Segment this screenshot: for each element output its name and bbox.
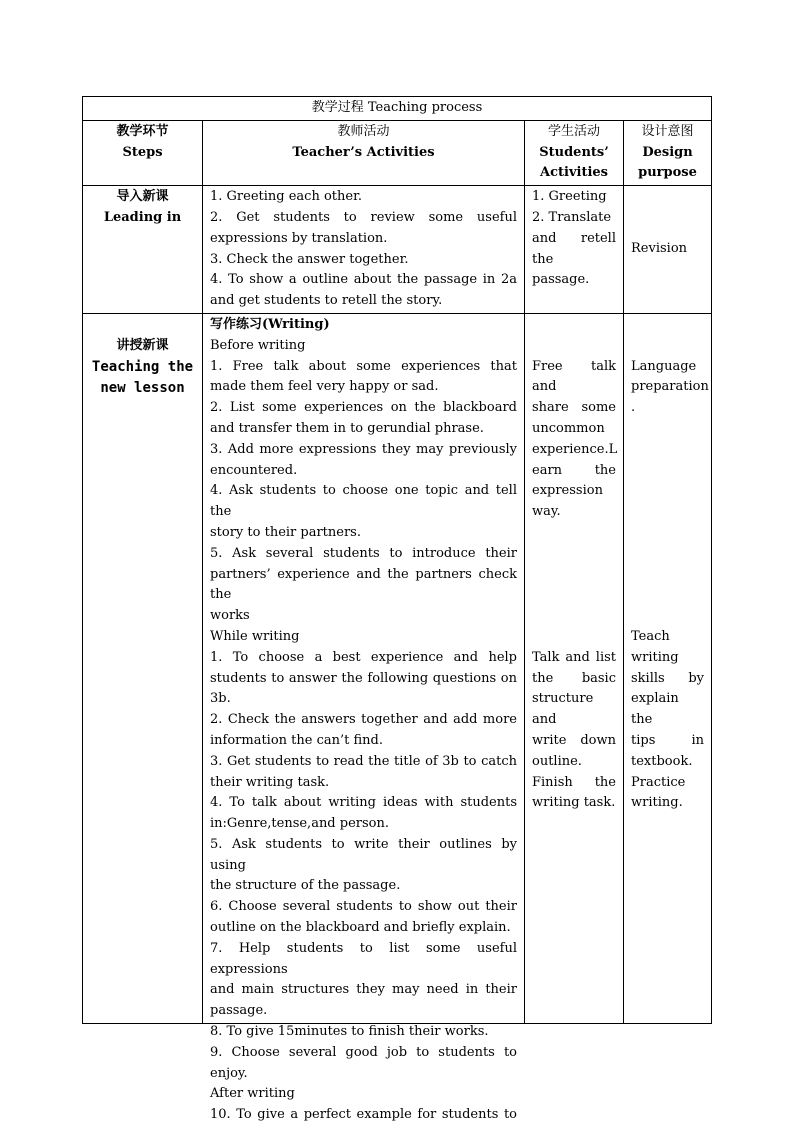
design-purpose: Revision	[624, 186, 712, 314]
student-line: expression	[532, 483, 603, 499]
student-line: write down	[532, 732, 616, 748]
header-steps	[83, 120, 203, 185]
header-teacher	[203, 120, 525, 185]
teacher-line: 2. Check the answers together and add more	[210, 712, 517, 728]
student-line: Talk and list	[532, 649, 616, 665]
teacher-line: 5. Ask several students to introduce their	[210, 545, 517, 561]
student-line: writing task.	[532, 795, 616, 811]
teacher-line: made them feel very happy or sad.	[210, 379, 439, 395]
header-design-cn: 设计意图	[641, 123, 694, 139]
teacher-line: After writing	[210, 1086, 295, 1102]
step-en: Leading in	[103, 209, 182, 225]
header-students-en2: Activities	[540, 165, 608, 181]
design-line: Language	[631, 358, 697, 374]
table-row	[83, 186, 712, 314]
step-cn: 讲授新课	[116, 337, 169, 353]
header-row	[83, 120, 712, 185]
teacher-line: 9. Choose several good job to students to enjoy.	[210, 1044, 517, 1081]
student-line: experience.L	[532, 441, 618, 457]
student-line: way.	[532, 504, 561, 520]
teaching-process-table	[82, 96, 712, 1123]
teacher-line: 2. List some experiences on the blackboard	[210, 400, 517, 416]
teacher-line: their writing task.	[210, 774, 330, 790]
table-title-row	[83, 97, 712, 121]
teacher-activities	[203, 313, 525, 1123]
student-line: Finish the	[532, 774, 616, 790]
design-line: skills by	[631, 670, 704, 686]
header-students-en1: Students’	[539, 144, 609, 160]
header-steps-cn: 教学环节	[116, 123, 169, 139]
design-line: .	[631, 400, 636, 416]
teacher-line: 7. Help students to list some useful expressions	[210, 940, 517, 977]
student-line: 1. Greeting	[532, 189, 607, 205]
teacher-line: encountered.	[210, 462, 298, 478]
design-line: textbook.	[631, 753, 693, 769]
teacher-line: While writing	[210, 628, 300, 644]
design-line: Practice	[631, 774, 686, 790]
student-line: 2. Translate	[532, 209, 612, 225]
student-line: passage.	[532, 272, 590, 288]
table-row	[83, 313, 712, 1023]
teacher-line: works	[210, 608, 250, 624]
header-design-en2: purpose	[638, 165, 697, 181]
teacher-line: the structure of the passage.	[210, 878, 401, 894]
student-line: Free talk and	[532, 358, 616, 395]
teacher-line: expressions by translation.	[210, 230, 388, 246]
teacher-line: Before writing	[210, 337, 306, 353]
teacher-line: 3. Get students to read the title of 3b to catch	[210, 753, 517, 769]
header-teacher-cn: 教师活动	[337, 123, 390, 139]
teacher-line: in:Genre,tense,and person.	[210, 816, 389, 832]
student-activities	[525, 186, 624, 314]
teacher-line: 4. To talk about writing ideas with students	[210, 795, 517, 811]
teacher-line: partners’ experience and the partners check the	[210, 566, 517, 603]
step-teaching-new-lesson	[83, 313, 203, 1023]
design-line: preparation	[631, 379, 709, 395]
step-en-line1: Teaching the	[91, 358, 194, 375]
student-line: the basic	[532, 670, 616, 686]
design-line: tips in	[631, 732, 704, 748]
student-line: and retell the	[532, 230, 616, 267]
teacher-activities	[203, 186, 525, 314]
table-title: 教学过程 Teaching process	[83, 97, 712, 121]
teacher-line: 3b.	[210, 691, 231, 707]
design-line: Teach	[631, 628, 670, 644]
student-activities	[525, 313, 624, 1023]
step-leading-in	[83, 186, 203, 314]
step-cn: 导入新课	[116, 189, 169, 205]
teacher-line: 5. Ask students to write their outlines by using	[210, 836, 517, 873]
student-line: structure and	[532, 691, 594, 728]
header-teacher-en: Teacher’s Activities	[292, 144, 435, 160]
step-en-line2: new lesson	[100, 379, 185, 396]
teacher-line: 1. Greeting each other.	[210, 189, 362, 205]
teacher-line: 3. Check the answer together.	[210, 251, 409, 267]
teacher-line: information the can’t find.	[210, 732, 383, 748]
teacher-line: and get students to retell the story.	[210, 293, 443, 309]
teacher-line: 2. Get students to review some useful	[210, 209, 517, 225]
teacher-line: 10. To give a perfect example for students to	[210, 1107, 517, 1123]
header-design-en1: Design	[642, 144, 693, 160]
teacher-line: 3. Add more expressions they may previously	[210, 441, 517, 457]
teacher-line: 4. Ask students to choose one topic and tell the	[210, 483, 517, 520]
header-students-cn: 学生活动	[547, 123, 600, 139]
teacher-line: 1. Free talk about some experiences that	[210, 358, 517, 374]
teacher-activities-content	[210, 315, 517, 1123]
teacher-line: 6. Choose several students to show out their	[210, 899, 517, 915]
student-line: uncommon	[532, 420, 605, 436]
teacher-line: students to answer the following questions on	[210, 670, 517, 686]
teacher-line: 4. To show a outline about the passage in 2a	[210, 272, 517, 288]
design-purpose	[624, 313, 712, 1023]
header-steps-en: Steps	[122, 144, 163, 160]
design-line: writing.	[631, 795, 683, 811]
student-line: share some	[532, 400, 616, 416]
header-design	[624, 120, 712, 185]
teacher-line: outline on the blackboard and briefly explain.	[210, 920, 511, 936]
section-heading: 写作练习(Writing)	[210, 316, 330, 332]
teacher-line: passage.	[210, 1003, 268, 1019]
design-line: writing	[631, 649, 679, 665]
design-line: explain the	[631, 691, 679, 728]
student-line: earn the	[532, 462, 616, 478]
student-line: outline.	[532, 753, 582, 769]
teacher-line: 8. To give 15minutes to finish their works.	[210, 1024, 489, 1040]
teacher-line: and transfer them in to gerundial phrase.	[210, 420, 484, 436]
header-students	[525, 120, 624, 185]
teacher-line: and main structures they may need in their	[210, 982, 517, 998]
teacher-line: story to their partners.	[210, 524, 361, 540]
teacher-line: 1. To choose a best experience and help	[210, 649, 517, 665]
